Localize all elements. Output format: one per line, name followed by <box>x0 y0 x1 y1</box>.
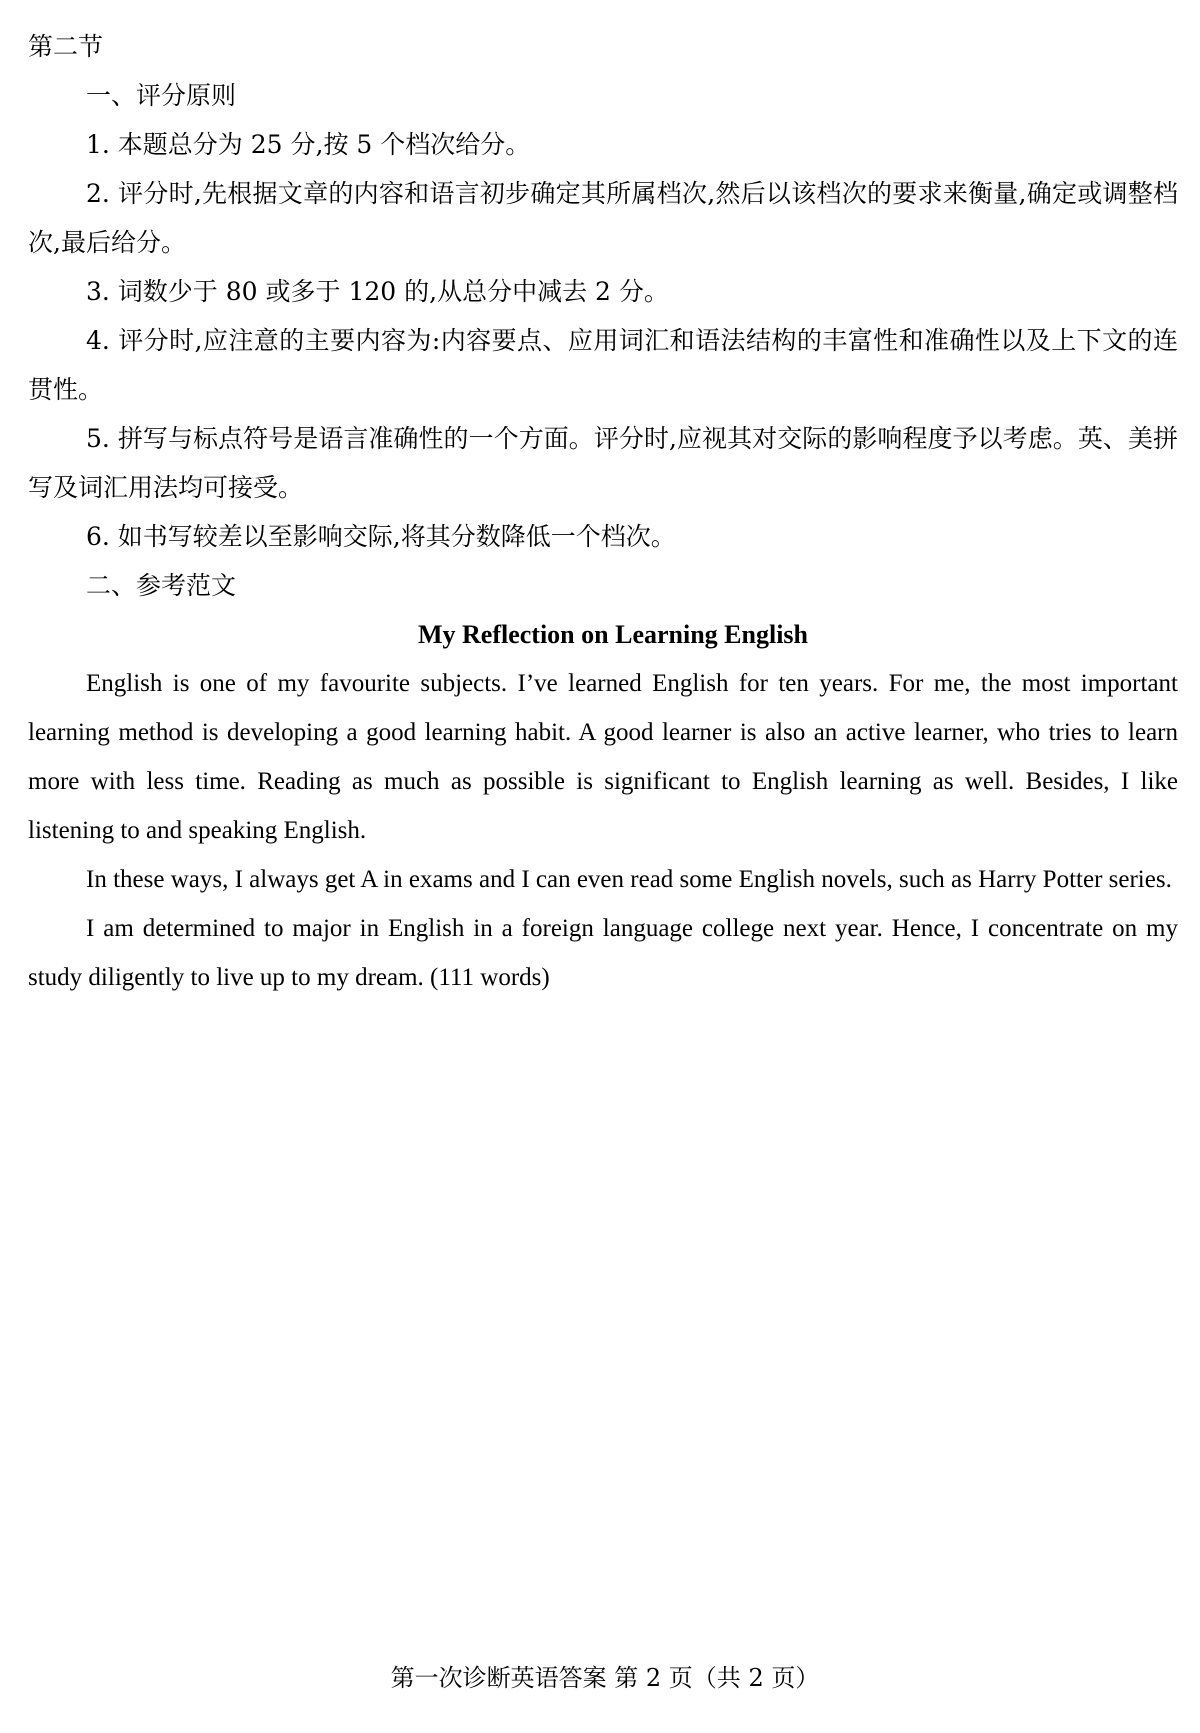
essay-title: My Reflection on Learning English <box>417 620 808 649</box>
rule-4: 4. 评分时,应注意的主要内容为:内容要点、应用词汇和语法结构的丰富性和准确性以及上下文的连贯性。 <box>28 326 1178 404</box>
rule-6: 6. 如书写较差以至影响交际,将其分数降低一个档次。 <box>86 522 676 551</box>
rule-3: 3. 词数少于 80 或多于 120 的,从总分中减去 2 分。 <box>86 277 669 306</box>
sample-heading: 二、参考范文 <box>86 571 237 600</box>
essay-paragraph-2: In these ways, I always get A in exams and I can even read some English novels, such as Harry Potter series. <box>86 866 1172 893</box>
principles-heading: 一、评分原则 <box>86 81 237 110</box>
answer-page <box>28 22 1178 1002</box>
essay-paragraph-3: I am determined to major in English in a foreign language college next year. Hence, I concentrate on my study diligently to live up to my dream. (111 words) <box>28 915 1178 991</box>
essay-paragraph-1: English is one of my favourite subjects. I’ve learned English for ten years. For me, the most important learning method is developing a good learning habit. A good learner is also an active learner, who tries to learn more with less time. Reading as much as possible is significant to English learning as well. Besides, I like listening to and speaking English. <box>28 670 1178 844</box>
rule-5: 5. 拼写与标点符号是语言准确性的一个方面。评分时,应视其对交际的影响程度予以考虑。英、美拼写及词汇用法均可接受。 <box>28 424 1178 502</box>
rule-2: 2. 评分时,先根据文章的内容和语言初步确定其所属档次,然后以该档次的要求来衡量,确定或调整档次,最后给分。 <box>28 179 1178 257</box>
rule-1: 1. 本题总分为 25 分,按 5 个档次给分。 <box>86 130 531 159</box>
section-title: 第二节 <box>28 32 104 61</box>
page-footer: 第一次诊断英语答案 第 2 页（共 2 页） <box>390 1664 820 1692</box>
